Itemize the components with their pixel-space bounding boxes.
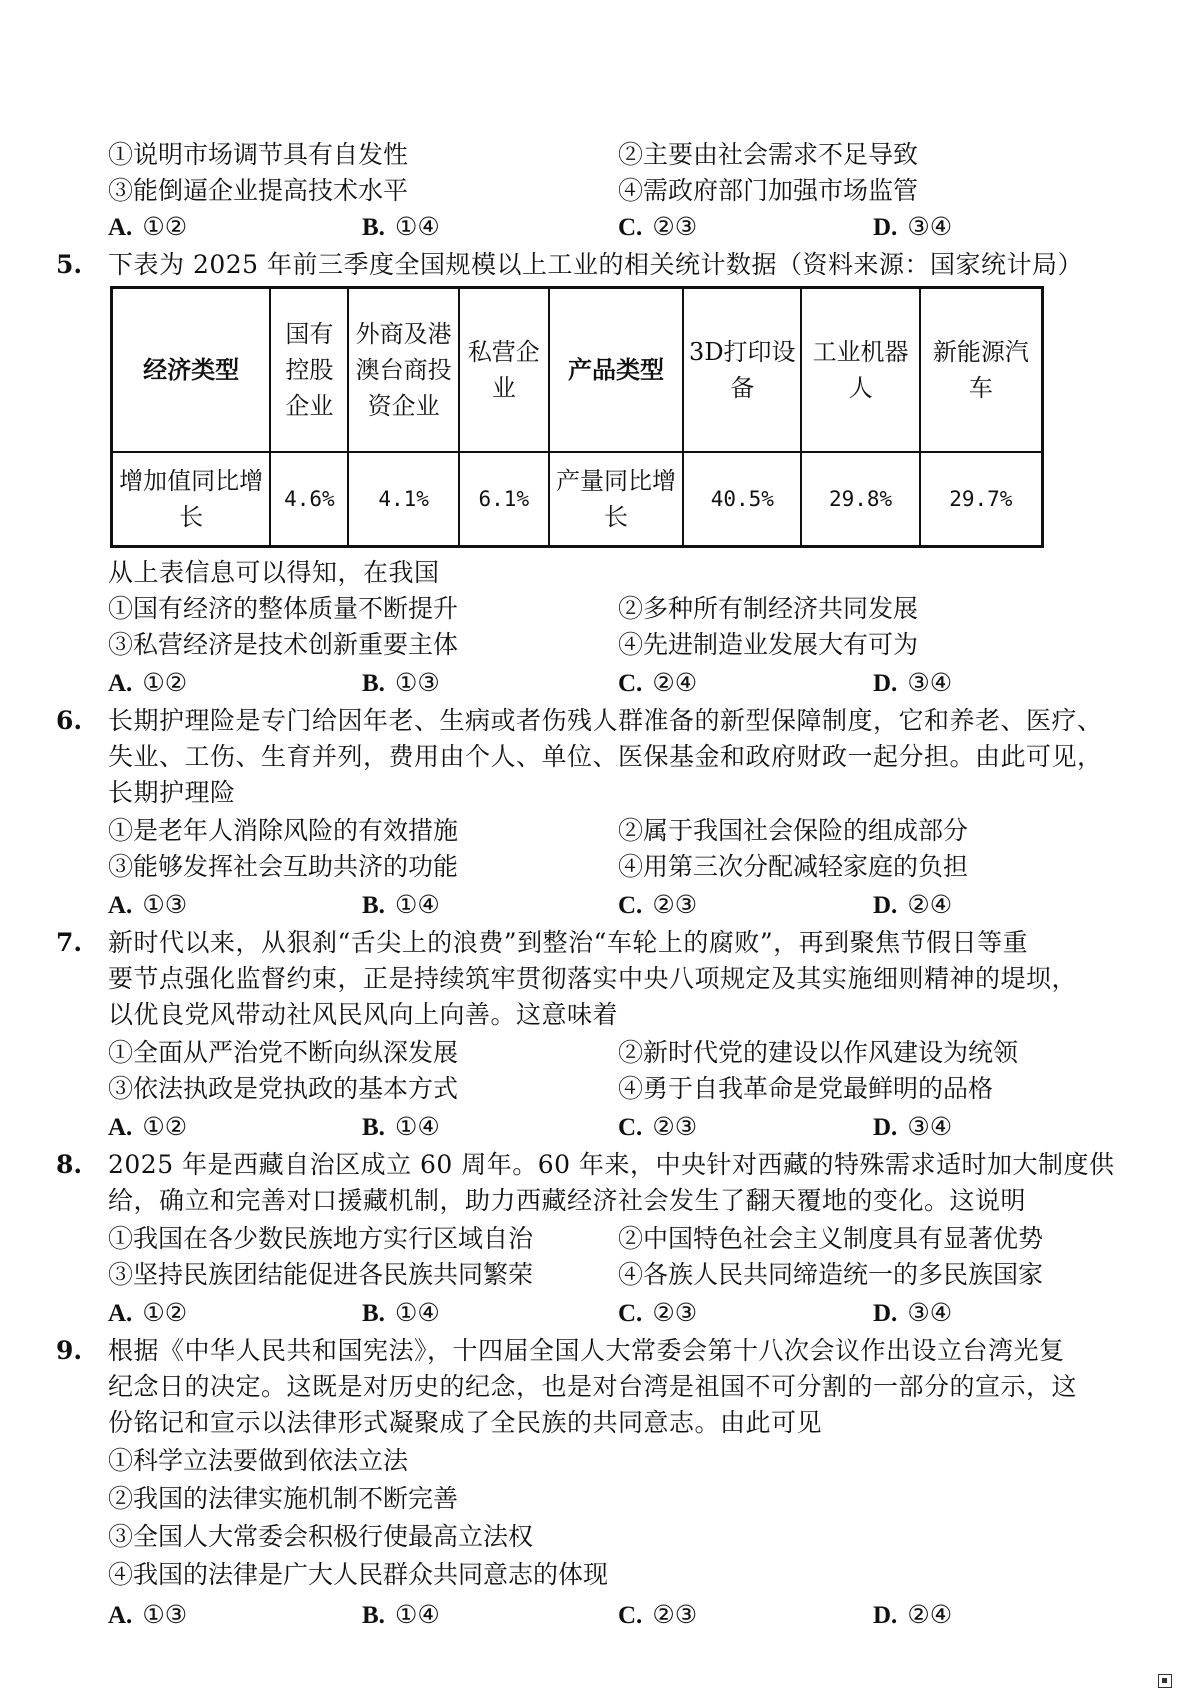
q9-number: 9. bbox=[56, 1336, 83, 1365]
q9-answer-a: A. ①③ bbox=[108, 1600, 188, 1629]
q6-answer-b: B. ①④ bbox=[362, 890, 440, 919]
q7-option-4: ④勇于自我革命是党最鲜明的品格 bbox=[618, 1074, 994, 1103]
q4-option-3: ③能倒逼企业提高技术水平 bbox=[108, 176, 409, 205]
header-economic-type: 经济类型 bbox=[112, 288, 271, 452]
q6-number: 6. bbox=[56, 706, 83, 735]
q5-option-3: ③私营经济是技术创新重要主体 bbox=[108, 630, 459, 659]
q7-answer-d: D. ③④ bbox=[873, 1112, 953, 1141]
q4-answer-d: D. ③④ bbox=[873, 212, 953, 241]
q4-answer-c: C. ②③ bbox=[618, 212, 698, 241]
q8-option-1: ①我国在各少数民族地方实行区域自治 bbox=[108, 1224, 534, 1253]
q9-stem-line-2: 纪念日的决定。这既是对历史的纪念，也是对台湾是祖国不可分割的一部分的宣示，这 bbox=[108, 1372, 1078, 1401]
q8-answer-b: B. ①④ bbox=[362, 1298, 440, 1327]
q6-stem-line-1: 长期护理险是专门给因年老、生病或者伤残人群准备的新型保障制度，它和养老、医疗、 bbox=[108, 706, 1103, 735]
q5-answer-d: D. ③④ bbox=[873, 668, 953, 697]
q8-answer-d: D. ③④ bbox=[873, 1298, 953, 1327]
q8-number: 8. bbox=[56, 1150, 83, 1179]
value-foreign-invested: 4.1% bbox=[348, 452, 458, 547]
header-foreign-invested: 外商及港澳台商投资企业 bbox=[348, 288, 458, 452]
q5-option-2: ②多种所有制经济共同发展 bbox=[618, 594, 919, 623]
q5-answer-b: B. ①③ bbox=[362, 668, 440, 697]
q8-answer-a: A. ①② bbox=[108, 1298, 188, 1327]
q8-stem-line-2: 给，确立和完善对口援藏机制，助力西藏经济社会发生了翻天覆地的变化。这说明 bbox=[108, 1186, 1027, 1215]
q4-answer-a: A. ①② bbox=[108, 212, 188, 241]
header-nev: 新能源汽车 bbox=[920, 288, 1043, 452]
q9-answer-c: C. ②③ bbox=[618, 1600, 698, 1629]
q8-option-4: ④各族人民共同缔造统一的多民族国家 bbox=[618, 1260, 1044, 1289]
q9-answer-b: B. ①④ bbox=[362, 1600, 440, 1629]
q6-stem-line-2: 失业、工伤、生育并列，费用由个人、单位、医保基金和政府财政一起分担。由此可见， bbox=[108, 742, 1103, 771]
header-state-owned: 国有控股企业 bbox=[270, 288, 348, 452]
header-product-type: 产品类型 bbox=[549, 288, 683, 452]
q4-option-2: ②主要由社会需求不足导致 bbox=[618, 140, 919, 169]
q7-answer-a: A. ①② bbox=[108, 1112, 188, 1141]
q7-answer-c: C. ②③ bbox=[618, 1112, 698, 1141]
q7-option-2: ②新时代党的建设以作风建设为统领 bbox=[618, 1038, 1019, 1067]
q8-option-3: ③坚持民族团结能促进各民族共同繁荣 bbox=[108, 1260, 534, 1289]
header-private: 私营企业 bbox=[459, 288, 549, 452]
q9-answer-d: D. ②④ bbox=[873, 1600, 953, 1629]
value-3d-printer: 40.5% bbox=[683, 452, 801, 547]
q4-option-4: ④需政府部门加强市场监管 bbox=[618, 176, 919, 205]
value-state-owned: 4.6% bbox=[270, 452, 348, 547]
q6-option-2: ②属于我国社会保险的组成部分 bbox=[618, 816, 969, 845]
q5-option-4: ④先进制造业发展大有可为 bbox=[618, 630, 919, 659]
q8-stem-line-1: 2025 年是西藏自治区成立 60 周年。60 年来，中央针对西藏的特殊需求适时加大制度供 bbox=[108, 1150, 1115, 1179]
row-label-output: 产量同比增长 bbox=[549, 452, 683, 547]
q5-stats-table bbox=[110, 286, 1044, 548]
q6-option-3: ③能够发挥社会互助共济的功能 bbox=[108, 852, 459, 881]
q5-option-1: ①国有经济的整体质量不断提升 bbox=[108, 594, 459, 623]
q9-option-2: ②我国的法律实施机制不断完善 bbox=[108, 1484, 459, 1513]
value-nev: 29.7% bbox=[920, 452, 1043, 547]
row-label-added-value: 增加值同比增长 bbox=[112, 452, 271, 547]
q6-option-4: ④用第三次分配减轻家庭的负担 bbox=[618, 852, 969, 881]
q5-number: 5. bbox=[56, 250, 83, 279]
q5-after-table: 从上表信息可以得知，在我国 bbox=[108, 558, 440, 587]
q5-stem: 下表为 2025 年前三季度全国规模以上工业的相关统计数据（资料来源：国家统计局） bbox=[108, 250, 1084, 279]
q4-answer-b: B. ①④ bbox=[362, 212, 440, 241]
header-3d-printer: 3D打印设备 bbox=[683, 288, 801, 452]
q7-stem-line-1: 新时代以来，从狠刹“舌尖上的浪费”到整治“车轮上的腐败”，再到聚焦节假日等重 bbox=[108, 928, 1029, 957]
q9-option-4: ④我国的法律是广大人民群众共同意志的体现 bbox=[108, 1560, 609, 1589]
q8-option-2: ②中国特色社会主义制度具有显著优势 bbox=[618, 1224, 1044, 1253]
header-industrial-robot: 工业机器人 bbox=[801, 288, 919, 452]
table-header-row bbox=[112, 288, 1043, 452]
q6-stem-line-3: 长期护理险 bbox=[108, 778, 236, 807]
q9-stem-line-1: 根据《中华人民共和国宪法》，十四届全国人大常委会第十八次会议作出设立台湾光复 bbox=[108, 1336, 1065, 1365]
q9-option-3: ③全国人大常委会积极行使最高立法权 bbox=[108, 1522, 534, 1551]
q6-option-1: ①是老年人消除风险的有效措施 bbox=[108, 816, 459, 845]
q4-option-1: ①说明市场调节具有自发性 bbox=[108, 140, 409, 169]
q6-answer-c: C. ②③ bbox=[618, 890, 698, 919]
q9-stem-line-3: 份铭记和宣示以法律形式凝聚成了全民族的共同意志。由此可见 bbox=[108, 1408, 823, 1437]
q7-option-3: ③依法执政是党执政的基本方式 bbox=[108, 1074, 459, 1103]
q7-stem-line-3: 以优良党风带动社风民风向上向善。这意味着 bbox=[108, 1000, 619, 1029]
q7-option-1: ①全面从严治党不断向纵深发展 bbox=[108, 1038, 459, 1067]
q7-stem-line-2: 要节点强化监督约束，正是持续筑牢贯彻落实中央八项规定及其实施细则精神的堤坝， bbox=[108, 964, 1078, 993]
qr-code-icon bbox=[1158, 1674, 1172, 1688]
q9-option-1: ①科学立法要做到依法立法 bbox=[108, 1446, 409, 1475]
q6-answer-d: D. ②④ bbox=[873, 890, 953, 919]
table-value-row bbox=[112, 452, 1043, 547]
value-private: 6.1% bbox=[459, 452, 549, 547]
q7-answer-b: B. ①④ bbox=[362, 1112, 440, 1141]
q6-answer-a: A. ①③ bbox=[108, 890, 188, 919]
q5-answer-a: A. ①② bbox=[108, 668, 188, 697]
q7-number: 7. bbox=[56, 928, 83, 957]
value-industrial-robot: 29.8% bbox=[801, 452, 919, 547]
q5-answer-c: C. ②④ bbox=[618, 668, 698, 697]
q8-answer-c: C. ②③ bbox=[618, 1298, 698, 1327]
